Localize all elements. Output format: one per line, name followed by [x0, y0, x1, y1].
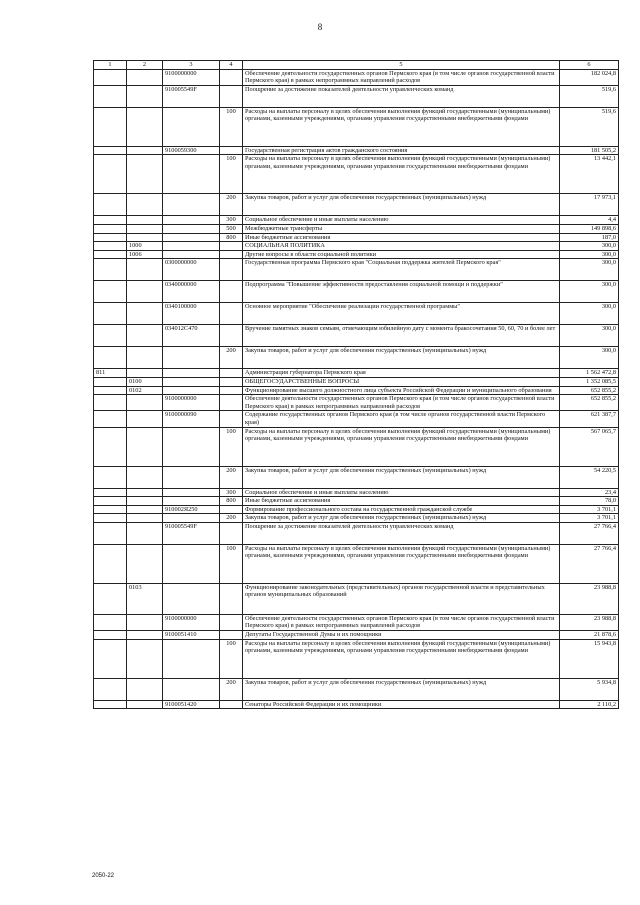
cell-amount: 23,4 — [560, 488, 619, 497]
cell-expense-type — [220, 69, 243, 85]
cell-amount: 5 934,8 — [560, 678, 619, 700]
cell-code-1 — [94, 107, 127, 146]
cell-section — [127, 505, 163, 514]
cell-section — [127, 281, 163, 303]
cell-code-1 — [94, 259, 127, 281]
cell-description: Администрация губернатора Пермского края — [243, 369, 560, 378]
cell-expense-type: 100 — [220, 155, 243, 194]
cell-target-article — [163, 155, 220, 194]
cell-section — [127, 369, 163, 378]
cell-section — [127, 85, 163, 107]
cell-description: Иные бюджетные ассигнования — [243, 497, 560, 506]
cell-expense-type: 200 — [220, 678, 243, 700]
cell-amount: 3 701,1 — [560, 505, 619, 514]
header-col-4: 4 — [220, 61, 243, 70]
cell-code-1: 811 — [94, 369, 127, 378]
cell-amount: 567 065,7 — [560, 427, 619, 466]
cell-section — [127, 325, 163, 347]
cell-expense-type — [220, 377, 243, 386]
table-row — [94, 281, 619, 303]
table-row — [94, 522, 619, 544]
cell-amount: 181 505,2 — [560, 146, 619, 155]
header-col-2: 2 — [127, 61, 163, 70]
cell-code-1 — [94, 411, 127, 427]
cell-description: Поощрение за достижение показателей деятельности управленческих команд — [243, 85, 560, 107]
cell-amount: 23 988,8 — [560, 583, 619, 614]
table-row — [94, 583, 619, 614]
cell-amount: 519,6 — [560, 85, 619, 107]
footer-code: 2050-22 — [92, 873, 115, 879]
cell-target-article: 910005549F — [163, 85, 220, 107]
table-row — [94, 639, 619, 678]
cell-expense-type — [220, 522, 243, 544]
cell-section: 0102 — [127, 386, 163, 395]
table-row — [94, 325, 619, 347]
cell-section: 0100 — [127, 377, 163, 386]
cell-target-article — [163, 678, 220, 700]
cell-expense-type: 800 — [220, 233, 243, 242]
table-row — [94, 497, 619, 506]
table-row — [94, 377, 619, 386]
cell-target-article — [163, 377, 220, 386]
cell-amount: 13 442,1 — [560, 155, 619, 194]
cell-section — [127, 395, 163, 411]
cell-code-1 — [94, 678, 127, 700]
header-col-6: 6 — [560, 61, 619, 70]
cell-code-1 — [94, 427, 127, 466]
cell-code-1 — [94, 325, 127, 347]
cell-description: Расходы на выплаты персоналу в целях обеспечения выполнения функций государственными (муниципальными) органами, казенными учреждениями, органами управления государственными внебюджетными фондами — [243, 427, 560, 466]
cell-amount: 54 220,5 — [560, 466, 619, 488]
cell-section — [127, 427, 163, 466]
table-row — [94, 224, 619, 233]
cell-target-article: 9100059300 — [163, 146, 220, 155]
cell-code-1 — [94, 194, 127, 216]
cell-expense-type — [220, 281, 243, 303]
cell-code-1 — [94, 377, 127, 386]
cell-expense-type — [220, 614, 243, 630]
cell-code-1 — [94, 250, 127, 259]
cell-description: Государственная регистрация актов гражданского состояния — [243, 146, 560, 155]
cell-amount: 300,0 — [560, 259, 619, 281]
cell-code-1 — [94, 544, 127, 583]
cell-code-1 — [94, 69, 127, 85]
cell-expense-type — [220, 411, 243, 427]
budget-table — [93, 60, 619, 709]
cell-section — [127, 497, 163, 506]
cell-target-article — [163, 497, 220, 506]
table-row — [94, 411, 619, 427]
cell-amount: 519,6 — [560, 107, 619, 146]
cell-description: Подпрограмма "Повышение эффективности предоставления социальной помощи и поддержки" — [243, 281, 560, 303]
cell-target-article: 910005549F — [163, 522, 220, 544]
cell-target-article — [163, 233, 220, 242]
header-col-5: 5 — [243, 61, 560, 70]
cell-description: Функционирование законодательных (представительных) органов государственной власти и представительных органов муниципальных образований — [243, 583, 560, 614]
cell-section — [127, 631, 163, 640]
cell-description: Обеспечение деятельности государственных органов Пермского края (в том числе органов государственной власти Пермского края) в рамках непрограммных направлений расходов — [243, 69, 560, 85]
cell-expense-type — [220, 369, 243, 378]
cell-target-article — [163, 427, 220, 466]
cell-expense-type: 500 — [220, 224, 243, 233]
cell-description: Другие вопросы в области социальной политики — [243, 250, 560, 259]
cell-expense-type — [220, 325, 243, 347]
cell-section — [127, 259, 163, 281]
table-row — [94, 107, 619, 146]
cell-expense-type: 800 — [220, 497, 243, 506]
cell-description: Основное мероприятие "Обеспечение реализации государственной программы" — [243, 303, 560, 325]
cell-description: Содержание государственных органов Пермского края (в том числе органов государственной власти Пермского края) — [243, 411, 560, 427]
cell-expense-type — [220, 386, 243, 395]
cell-code-1 — [94, 155, 127, 194]
cell-code-1 — [94, 146, 127, 155]
cell-code-1 — [94, 281, 127, 303]
cell-amount: 300,0 — [560, 303, 619, 325]
cell-target-article — [163, 386, 220, 395]
cell-description: Иные бюджетные ассигнования — [243, 233, 560, 242]
cell-target-article — [163, 544, 220, 583]
cell-description: Межбюджетные трансферты — [243, 224, 560, 233]
table-row — [94, 216, 619, 225]
cell-section — [127, 466, 163, 488]
cell-code-1 — [94, 233, 127, 242]
cell-target-article — [163, 242, 220, 251]
cell-description: Расходы на выплаты персоналу в целях обеспечения выполнения функций государственными (муниципальными) органами, казенными учреждениями, органами управления государственными внебюджетными фондами — [243, 544, 560, 583]
cell-section: 0103 — [127, 583, 163, 614]
cell-target-article — [163, 369, 220, 378]
cell-section — [127, 224, 163, 233]
cell-target-article — [163, 347, 220, 369]
cell-code-1 — [94, 303, 127, 325]
cell-expense-type: 200 — [220, 466, 243, 488]
cell-amount: 300,0 — [560, 325, 619, 347]
cell-amount: 3 701,1 — [560, 514, 619, 523]
cell-description: Обеспечение деятельности государственных органов Пермского края (в том числе органов государственной власти Пермского края) в рамках непрограммных направлений расходов — [243, 614, 560, 630]
cell-expense-type: 100 — [220, 544, 243, 583]
cell-description: Функционирование высшего должностного лица субъекта Российской Федерации и муниципального образования — [243, 386, 560, 395]
cell-code-1 — [94, 466, 127, 488]
cell-section — [127, 700, 163, 709]
cell-section — [127, 69, 163, 85]
cell-section — [127, 614, 163, 630]
cell-description: Сенаторы Российской Федерации и их помощники — [243, 700, 560, 709]
table-row — [94, 466, 619, 488]
cell-code-1 — [94, 583, 127, 614]
cell-expense-type — [220, 583, 243, 614]
cell-target-article — [163, 107, 220, 146]
cell-amount: 15 943,8 — [560, 639, 619, 678]
cell-target-article: 0340000000 — [163, 281, 220, 303]
cell-expense-type — [220, 259, 243, 281]
cell-target-article — [163, 488, 220, 497]
cell-code-1 — [94, 386, 127, 395]
cell-description: ОБЩЕГОСУДАРСТВЕННЫЕ ВОПРОСЫ — [243, 377, 560, 386]
cell-amount: 187,0 — [560, 233, 619, 242]
cell-amount: 27 766,4 — [560, 544, 619, 583]
cell-target-article: 0300000000 — [163, 259, 220, 281]
table-row — [94, 514, 619, 523]
cell-expense-type — [220, 631, 243, 640]
cell-code-1 — [94, 216, 127, 225]
cell-code-1 — [94, 522, 127, 544]
cell-amount: 1 352 085,5 — [560, 377, 619, 386]
cell-expense-type — [220, 146, 243, 155]
cell-target-article — [163, 224, 220, 233]
page-number: 8 — [317, 22, 323, 32]
cell-code-1 — [94, 395, 127, 411]
cell-amount: 621 387,7 — [560, 411, 619, 427]
cell-target-article — [163, 194, 220, 216]
cell-section — [127, 216, 163, 225]
table-row — [94, 85, 619, 107]
header-col-3: 3 — [163, 61, 220, 70]
cell-description: Закупка товаров, работ и услуг для обеспечения государственных (муниципальных) нужд — [243, 678, 560, 700]
cell-description: Социальное обеспечение и иные выплаты населению — [243, 216, 560, 225]
cell-description: Расходы на выплаты персоналу в целях обеспечения выполнения функций государственными (муниципальными) органами, казенными учреждениями, органами управления государственными внебюджетными фондами — [243, 107, 560, 146]
cell-description: Расходы на выплаты персоналу в целях обеспечения выполнения функций государственными (муниципальными) органами, казенными учреждениями, органами управления государственными внебюджетными фондами — [243, 155, 560, 194]
cell-target-article — [163, 250, 220, 259]
cell-amount: 78,0 — [560, 497, 619, 506]
cell-section — [127, 155, 163, 194]
cell-section — [127, 544, 163, 583]
cell-expense-type — [220, 250, 243, 259]
table-row — [94, 303, 619, 325]
cell-target-article: 9100000090 — [163, 411, 220, 427]
cell-expense-type: 100 — [220, 107, 243, 146]
table-row — [94, 631, 619, 640]
cell-expense-type — [220, 505, 243, 514]
cell-section — [127, 146, 163, 155]
cell-target-article — [163, 583, 220, 614]
cell-amount: 182 024,8 — [560, 69, 619, 85]
cell-description: Государственная программа Пермского края "Социальная поддержка жителей Пермского края" — [243, 259, 560, 281]
cell-code-1 — [94, 85, 127, 107]
table-row — [94, 700, 619, 709]
cell-expense-type: 200 — [220, 347, 243, 369]
cell-expense-type — [220, 85, 243, 107]
table-row — [94, 194, 619, 216]
cell-description: Депутаты Государственной Думы и их помощники — [243, 631, 560, 640]
cell-code-1 — [94, 224, 127, 233]
cell-amount: 149 898,6 — [560, 224, 619, 233]
table-row — [94, 69, 619, 85]
cell-target-article: 9100051420 — [163, 700, 220, 709]
cell-target-article — [163, 466, 220, 488]
cell-amount: 652 855,2 — [560, 386, 619, 395]
table-row — [94, 347, 619, 369]
cell-code-1 — [94, 347, 127, 369]
cell-amount: 652 855,2 — [560, 395, 619, 411]
cell-amount: 300,0 — [560, 242, 619, 251]
cell-target-article: 9100051410 — [163, 631, 220, 640]
table-row — [94, 395, 619, 411]
cell-description: СОЦИАЛЬНАЯ ПОЛИТИКА — [243, 242, 560, 251]
cell-amount: 4,4 — [560, 216, 619, 225]
cell-description: Вручение памятных знаков семьям, отмечающим юбилейную дату с момента бракосочетания 50, 60, 70 и более лет — [243, 325, 560, 347]
cell-description: Формирование профессионального состава на государственной гражданской службе — [243, 505, 560, 514]
cell-amount: 21 878,6 — [560, 631, 619, 640]
cell-amount: 1 562 472,8 — [560, 369, 619, 378]
cell-target-article: 0340100000 — [163, 303, 220, 325]
cell-expense-type: 100 — [220, 639, 243, 678]
cell-expense-type: 300 — [220, 488, 243, 497]
table-row — [94, 250, 619, 259]
cell-description: Закупка товаров, работ и услуг для обеспечения государственных (муниципальных) нужд — [243, 194, 560, 216]
cell-target-article: 034012С470 — [163, 325, 220, 347]
table-row — [94, 259, 619, 281]
cell-expense-type: 200 — [220, 194, 243, 216]
cell-target-article: 9100000000 — [163, 69, 220, 85]
table-row — [94, 614, 619, 630]
cell-amount: 300,0 — [560, 347, 619, 369]
table-body — [94, 69, 619, 709]
header-col-1: 1 — [94, 61, 127, 70]
cell-target-article: 9100000000 — [163, 395, 220, 411]
cell-description: Расходы на выплаты персоналу в целях обеспечения выполнения функций государственными (муниципальными) органами, казенными учреждениями, органами управления государственными внебюджетными фондами — [243, 639, 560, 678]
cell-target-article — [163, 514, 220, 523]
cell-amount: 2 110,2 — [560, 700, 619, 709]
cell-amount: 17 973,1 — [560, 194, 619, 216]
cell-target-article: 9100000000 — [163, 614, 220, 630]
cell-section — [127, 488, 163, 497]
cell-target-article: 910002Я250 — [163, 505, 220, 514]
cell-expense-type — [220, 242, 243, 251]
cell-section — [127, 639, 163, 678]
cell-expense-type — [220, 303, 243, 325]
cell-description: Закупка товаров, работ и услуг для обеспечения государственных (муниципальных) нужд — [243, 347, 560, 369]
cell-section — [127, 194, 163, 216]
table-row — [94, 233, 619, 242]
cell-amount: 300,0 — [560, 281, 619, 303]
cell-code-1 — [94, 631, 127, 640]
cell-code-1 — [94, 614, 127, 630]
cell-amount: 27 766,4 — [560, 522, 619, 544]
cell-description: Социальное обеспечение и иные выплаты населению — [243, 488, 560, 497]
cell-section: 1006 — [127, 250, 163, 259]
table-header-row — [94, 61, 619, 70]
cell-expense-type — [220, 395, 243, 411]
cell-expense-type: 200 — [220, 514, 243, 523]
cell-section — [127, 107, 163, 146]
cell-code-1 — [94, 514, 127, 523]
cell-code-1 — [94, 700, 127, 709]
cell-section — [127, 233, 163, 242]
table-row — [94, 678, 619, 700]
cell-section — [127, 522, 163, 544]
table-row — [94, 427, 619, 466]
cell-amount: 300,0 — [560, 250, 619, 259]
cell-code-1 — [94, 505, 127, 514]
cell-code-1 — [94, 488, 127, 497]
table-row — [94, 242, 619, 251]
cell-section — [127, 347, 163, 369]
cell-section — [127, 514, 163, 523]
cell-code-1 — [94, 497, 127, 506]
cell-target-article — [163, 216, 220, 225]
cell-section — [127, 303, 163, 325]
cell-expense-type — [220, 700, 243, 709]
cell-section: 1000 — [127, 242, 163, 251]
cell-section — [127, 411, 163, 427]
table-row — [94, 488, 619, 497]
table-row — [94, 146, 619, 155]
table-row — [94, 369, 619, 378]
cell-code-1 — [94, 639, 127, 678]
cell-description: Закупка товаров, работ и услуг для обеспечения государственных (муниципальных) нужд — [243, 466, 560, 488]
cell-amount: 23 988,8 — [560, 614, 619, 630]
cell-code-1 — [94, 242, 127, 251]
table-row — [94, 386, 619, 395]
cell-expense-type: 100 — [220, 427, 243, 466]
cell-description: Поощрение за достижение показателей деятельности управленческих команд — [243, 522, 560, 544]
cell-description: Обеспечение деятельности государственных органов Пермского края (в том числе органов государственной власти Пермского края) в рамках непрограммных направлений расходов — [243, 395, 560, 411]
cell-expense-type: 300 — [220, 216, 243, 225]
cell-section — [127, 678, 163, 700]
table-row — [94, 544, 619, 583]
cell-description: Закупка товаров, работ и услуг для обеспечения государственных (муниципальных) нужд — [243, 514, 560, 523]
cell-target-article — [163, 639, 220, 678]
table-row — [94, 155, 619, 194]
table-row — [94, 505, 619, 514]
